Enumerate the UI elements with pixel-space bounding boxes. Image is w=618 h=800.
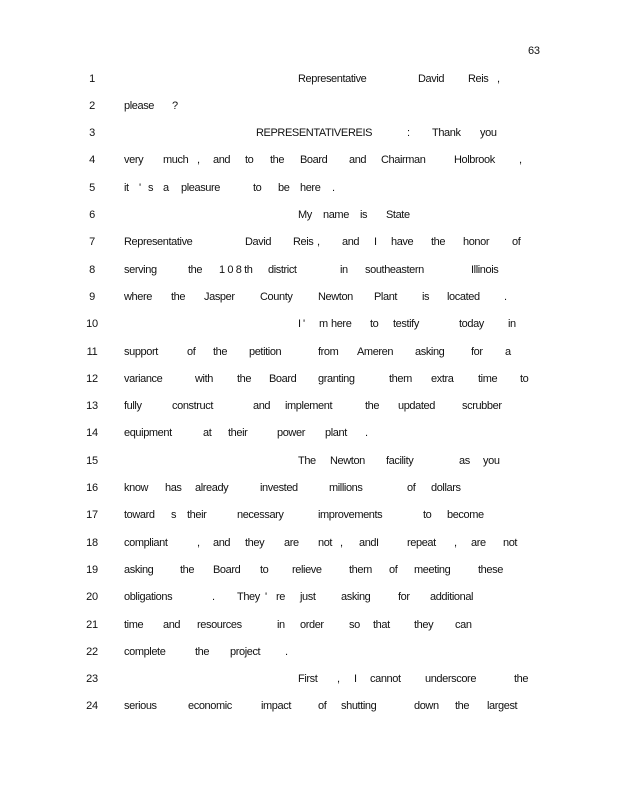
transcript-word: today	[459, 318, 484, 331]
transcript-word: ,	[197, 536, 200, 549]
transcript-word: not	[318, 536, 333, 549]
transcript-word: and	[349, 154, 367, 167]
transcript-word: Ameren	[357, 345, 394, 358]
transcript-word: just	[300, 591, 316, 604]
transcript-word: Board	[300, 154, 328, 167]
transcript-word: County	[260, 290, 293, 303]
transcript-word: Representative	[124, 236, 193, 249]
transcript-word: The	[298, 454, 316, 467]
transcript-word: project	[230, 645, 261, 658]
transcript-word: invested	[260, 482, 298, 494]
line-number: 19	[86, 563, 98, 576]
line-number: 3	[89, 127, 95, 140]
line-number: 13	[86, 400, 98, 413]
line-number: 10	[86, 318, 98, 331]
transcript-word: granting	[318, 372, 355, 385]
transcript-word: are	[471, 536, 486, 549]
transcript-word: ,	[337, 673, 340, 686]
transcript-word: pleasure	[181, 181, 220, 194]
transcript-word: the	[237, 372, 252, 385]
transcript-word: know	[124, 482, 149, 494]
page-number: 63	[528, 45, 540, 57]
transcript-word: located	[447, 290, 480, 303]
line-number: 9	[89, 290, 95, 303]
transcript-word: necessary	[237, 509, 284, 522]
transcript-word: '	[303, 318, 305, 331]
transcript-word: as	[459, 454, 470, 467]
transcript-word: equipment	[124, 427, 172, 440]
transcript-word: support	[124, 345, 158, 358]
transcript-word: .	[212, 591, 215, 604]
transcript-word: Newton	[330, 454, 365, 467]
transcript-word: meeting	[414, 563, 451, 576]
transcript-word: not	[503, 536, 518, 549]
transcript-word: for	[471, 345, 483, 358]
transcript-word: for	[398, 591, 410, 604]
transcript-word: economic	[188, 700, 232, 713]
transcript-word: scrubber	[462, 400, 502, 413]
transcript-word: repeat	[407, 536, 436, 549]
transcript-word: to	[520, 372, 529, 385]
transcript-word: impact	[261, 700, 291, 713]
transcript-word: a	[163, 181, 169, 194]
transcript-word: ,	[340, 536, 343, 549]
transcript-word: of	[318, 700, 327, 713]
transcript-word: plant	[325, 427, 347, 440]
transcript-word: and	[213, 536, 231, 549]
transcript-word: it	[124, 181, 129, 194]
transcript-word: the	[431, 236, 446, 249]
transcript-word: of	[187, 345, 196, 358]
transcript-word: David	[418, 72, 445, 85]
transcript-word: Board	[213, 563, 241, 576]
transcript-word: petition	[249, 345, 282, 358]
transcript-word: time	[124, 618, 144, 631]
transcript-word: power	[277, 427, 305, 440]
transcript-word: State	[386, 209, 410, 221]
transcript-word: compliant	[124, 536, 168, 549]
transcript-word: is	[422, 290, 430, 303]
transcript-word: and	[342, 236, 360, 249]
transcript-word: cannot	[370, 673, 401, 686]
transcript-word: is	[360, 209, 368, 221]
transcript-word: asking	[415, 345, 445, 358]
transcript-word: resources	[197, 618, 242, 631]
transcript-word: of	[389, 563, 398, 576]
transcript-word: them	[389, 372, 412, 385]
transcript-word: district	[268, 263, 297, 276]
transcript-word: .	[365, 427, 368, 440]
transcript-word: has	[165, 482, 182, 494]
transcript-word: at	[203, 427, 212, 440]
transcript-word: .	[332, 181, 335, 194]
transcript-word: ,	[197, 154, 200, 167]
transcript-word: I	[376, 536, 379, 549]
transcript-word: My	[298, 209, 312, 221]
transcript-word: in	[508, 318, 516, 331]
transcript-word: the	[188, 263, 203, 276]
transcript-word: extra	[431, 372, 454, 385]
line-number: 23	[86, 673, 98, 686]
transcript-word: with	[195, 372, 213, 385]
transcript-word: ,	[519, 154, 522, 167]
transcript-word: REPRESENTATIVE	[256, 127, 348, 140]
transcript-word: construct	[172, 400, 214, 413]
line-number: 22	[86, 645, 98, 658]
transcript-word: them	[349, 563, 372, 576]
transcript-word: largest	[487, 700, 518, 713]
transcript-word: so	[349, 618, 360, 631]
line-number: 15	[86, 454, 98, 467]
transcript-word: ,	[317, 236, 320, 249]
transcript-word: the	[455, 700, 470, 713]
transcript-word: asking	[124, 563, 154, 576]
transcript-word: a	[505, 345, 511, 358]
transcript-word: order	[300, 618, 324, 631]
transcript-word: Plant	[374, 290, 398, 303]
transcript-word: become	[447, 509, 484, 522]
transcript-word: their	[228, 427, 248, 440]
transcript-word: underscore	[425, 673, 477, 686]
line-number: 21	[86, 618, 98, 631]
transcript-word: '	[265, 591, 267, 604]
transcript-word: Illinois	[471, 263, 499, 276]
transcript-word: Reis	[468, 72, 489, 85]
transcript-word: complete	[124, 645, 166, 658]
transcript-word: fully	[124, 400, 142, 413]
line-number: 6	[89, 209, 95, 221]
transcript-word: you	[480, 127, 497, 140]
transcript-word: They	[237, 591, 260, 604]
transcript-word: to	[260, 563, 269, 576]
transcript-word: additional	[430, 591, 474, 604]
transcript-word: that	[373, 618, 390, 631]
transcript-word: m	[319, 318, 328, 331]
transcript-word: updated	[398, 400, 435, 413]
transcript-word: First	[298, 673, 318, 686]
transcript-word: serving	[124, 263, 157, 276]
transcript-word: in	[340, 263, 348, 276]
transcript-word: toward	[124, 509, 155, 522]
transcript-word: be	[278, 181, 290, 194]
transcript-word: REIS	[348, 127, 373, 140]
transcript-word: here	[300, 181, 321, 194]
transcript-word: Newton	[318, 290, 353, 303]
transcript-word: are	[284, 536, 299, 549]
line-number: 17	[86, 509, 98, 522]
line-number: 4	[89, 154, 95, 167]
transcript-word: Thank	[432, 127, 461, 140]
transcript-word: s	[148, 181, 154, 194]
line-number: 16	[86, 482, 98, 494]
transcript-word: .	[504, 290, 507, 303]
line-number: 1	[89, 72, 95, 85]
line-number: 7	[89, 236, 95, 249]
transcript-word: time	[478, 372, 498, 385]
transcript-word: s	[171, 509, 177, 522]
transcript-word: the	[514, 673, 529, 686]
transcript-word: have	[391, 236, 414, 249]
transcript-word: Jasper	[204, 290, 235, 303]
transcript-word: Reis	[293, 236, 314, 249]
transcript-word: Board	[269, 372, 297, 385]
transcript-word: I	[298, 318, 301, 331]
transcript-word: I	[354, 673, 357, 686]
transcript-word: ,	[497, 72, 500, 85]
transcript-word: from	[318, 345, 339, 358]
transcript-word: dollars	[431, 482, 461, 494]
transcript-word: down	[414, 700, 439, 713]
transcript-word: improvements	[318, 509, 383, 522]
transcript-word: the	[213, 345, 228, 358]
transcript-word: much	[163, 154, 189, 167]
transcript-word: the	[171, 290, 186, 303]
transcript-word: re	[276, 591, 285, 604]
transcript-word: asking	[341, 591, 371, 604]
transcript-word: please	[124, 99, 155, 112]
transcript-word: and	[213, 154, 231, 167]
transcript-word: the	[365, 400, 380, 413]
transcript-word: southeastern	[365, 263, 424, 276]
transcript-word: can	[455, 618, 472, 631]
transcript-word: these	[478, 563, 503, 576]
transcript-word: and	[253, 400, 271, 413]
transcript-word: already	[195, 482, 229, 494]
transcript-word: and	[163, 618, 181, 631]
line-number: 5	[89, 181, 95, 194]
line-number: 2	[89, 99, 95, 112]
transcript-word: Holbrook	[454, 154, 495, 167]
transcript-word: very	[124, 154, 144, 167]
transcript-word: to	[245, 154, 254, 167]
transcript-word: .	[285, 645, 288, 658]
transcript-word: their	[187, 509, 207, 522]
transcript-word: ,	[454, 536, 457, 549]
transcript-word: testify	[393, 318, 419, 331]
transcript-word: serious	[124, 700, 157, 713]
transcript-word: honor	[463, 236, 490, 249]
transcript-word: facility	[386, 454, 414, 467]
line-number: 18	[86, 536, 98, 549]
line-number: 12	[86, 372, 98, 385]
transcript-word: Representative	[298, 72, 367, 85]
transcript-word: they	[245, 536, 265, 549]
transcript-word: I	[374, 236, 377, 249]
transcript-word: the	[195, 645, 210, 658]
transcript-word: you	[483, 454, 500, 467]
line-number: 11	[86, 345, 98, 358]
transcript-word: here	[331, 318, 352, 331]
line-number: 20	[86, 591, 98, 604]
transcript-word: the	[180, 563, 195, 576]
transcript-word: David	[245, 236, 272, 249]
transcript-word: obligations	[124, 591, 173, 604]
transcript-word: '	[139, 181, 141, 194]
transcript-word: shutting	[341, 700, 377, 713]
transcript-word: of	[407, 482, 416, 494]
transcript-word: to	[423, 509, 432, 522]
transcript-word: to	[370, 318, 379, 331]
transcript-word: ?	[172, 99, 178, 112]
transcript-word: to	[253, 181, 262, 194]
transcript-word: where	[124, 290, 152, 303]
transcript-word: relieve	[292, 563, 322, 576]
transcript-word: millions	[329, 482, 363, 494]
transcript-word: of	[512, 236, 521, 249]
transcript-word: and	[359, 536, 377, 549]
line-number: 24	[86, 700, 98, 713]
line-number: 8	[89, 263, 95, 276]
transcript-word: the	[270, 154, 285, 167]
transcript-word: implement	[285, 400, 333, 413]
transcript-word: 1 0 8 th	[219, 263, 253, 276]
transcript-word: variance	[124, 372, 163, 385]
line-number: 14	[86, 427, 98, 440]
transcript-word: they	[414, 618, 434, 631]
transcript-word: :	[407, 127, 410, 140]
transcript-word: Chairman	[381, 154, 426, 167]
transcript-word: in	[277, 618, 285, 631]
transcript-word: name	[323, 209, 349, 221]
